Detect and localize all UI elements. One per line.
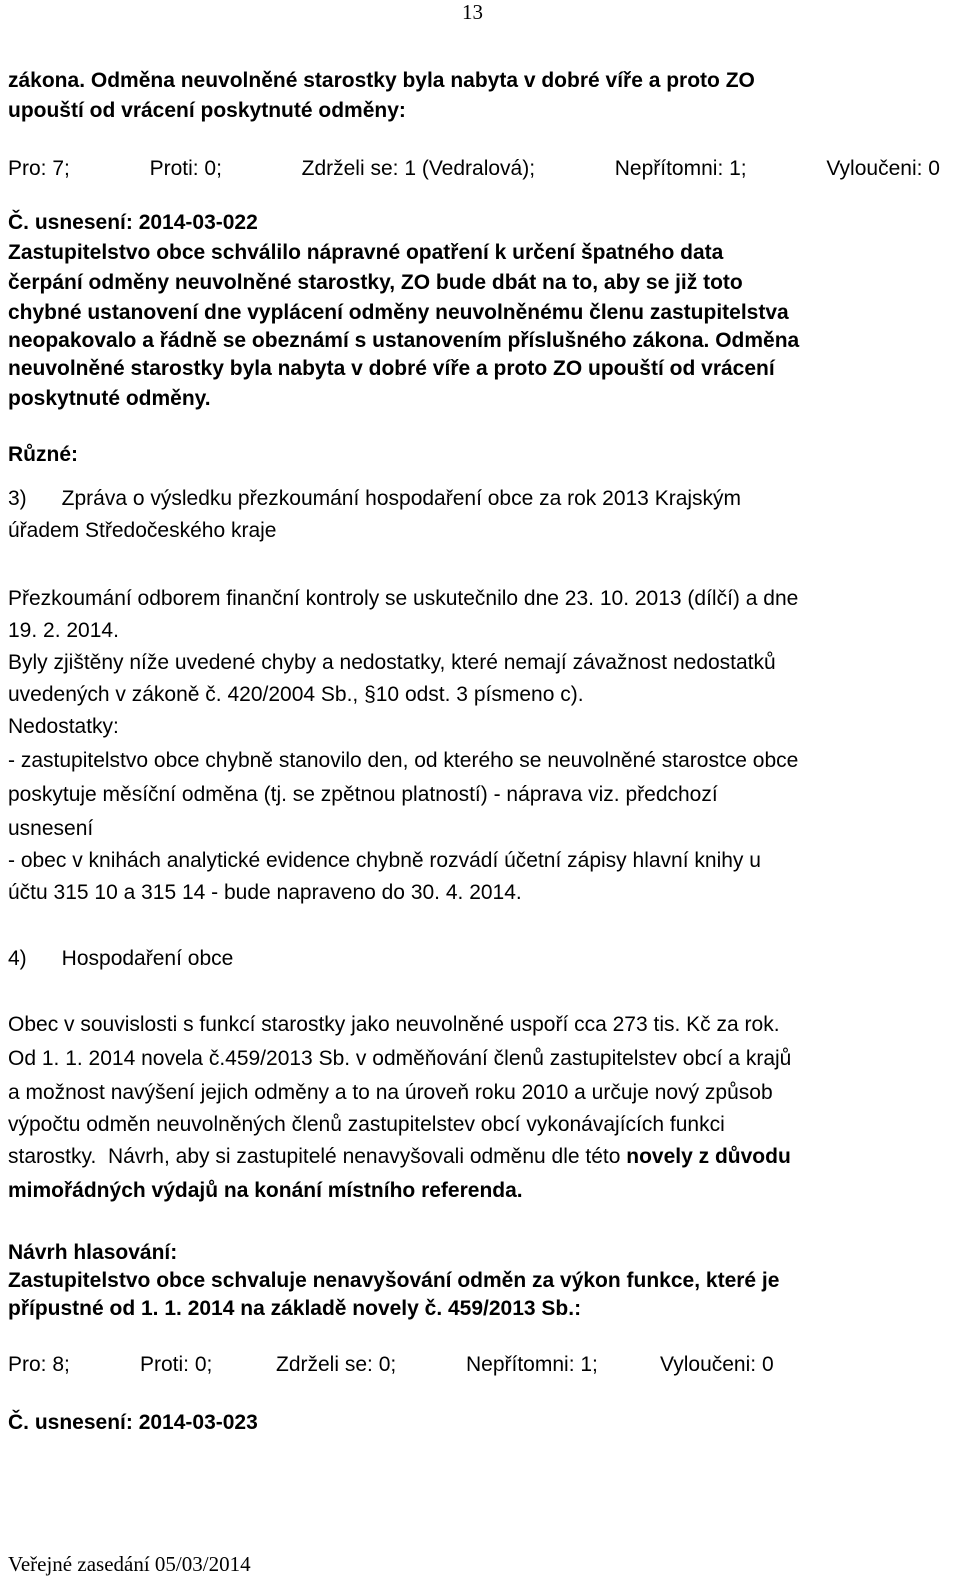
item-4-line: Od 1. 1. 2014 novela č.459/2013 Sb. v odměňování členů zastupitelstev obcí a krajů bbox=[8, 1047, 792, 1070]
review-line: - zastupitelstvo obce chybně stanovilo den, od kterého se neuvolněné starostce obce bbox=[8, 749, 799, 772]
item-3-title: 3) Zpráva o výsledku přezkoumání hospodaření obce za rok 2013 Krajským bbox=[8, 487, 742, 510]
proposal-line: přípustné od 1. 1. 2014 na základě novely č. 459/2013 Sb.: bbox=[8, 1297, 582, 1320]
review-line: - obec v knihách analytické evidence chybně rozvádí účetní zápisy hlavní knihy u bbox=[8, 849, 761, 872]
item-4-line: Obec v souvislosti s funkcí starostky jako neuvolněné uspoří cca 273 tis. Kč za rok. bbox=[8, 1013, 780, 1036]
vote-vylouceni: Vyloučeni: 0 bbox=[660, 1353, 774, 1376]
review-line: uvedených v zákoně č. 420/2004 Sb., §10 odst. 3 písmeno c). bbox=[8, 683, 584, 706]
item-3-title-cont: úřadem Středočeského kraje bbox=[8, 519, 277, 542]
vote-nepritomni: Nepřítomni: 1; bbox=[614, 157, 747, 180]
resolution-1-line: neopakovalo a řádně se obeznámí s ustanovením příslušného zákona. Odměna bbox=[8, 329, 800, 352]
item-4-line-mixed bbox=[8, 1142, 791, 1172]
vote-zdrzeli: Zdrželi se: 1 (Vedralová); bbox=[301, 157, 536, 180]
vote-result-2 bbox=[8, 1350, 774, 1380]
item-4-bold-line: mimořádných výdajů na konání místního referenda. bbox=[8, 1179, 523, 1202]
review-line: Nedostatky: bbox=[8, 715, 119, 738]
resolution-1-line: čerpání odměny neuvolněné starostky, ZO bude dbát na to, aby se již toto bbox=[8, 271, 743, 294]
section-heading-ruzne: Různé: bbox=[8, 443, 78, 466]
top-text-line-1: zákona. Odměna neuvolněné starostky byla nabyta v dobré víře a proto ZO bbox=[8, 69, 755, 92]
vote-pro: Pro: 8; bbox=[8, 1353, 70, 1376]
item-4-line: a možnost navýšení jejich odměny a to na úroveň roku 2010 a určuje nový způsob bbox=[8, 1081, 773, 1104]
item-4-line: výpočtu odměn neuvolněných členů zastupitelstev obcí vykonávajících funkci bbox=[8, 1113, 725, 1136]
vote-proti: Proti: 0; bbox=[140, 1353, 213, 1376]
vote-nepritomni: Nepřítomni: 1; bbox=[466, 1353, 598, 1376]
item-4-bold-text: novely z důvodu bbox=[626, 1145, 791, 1168]
vote-vylouceni: Vyloučeni: 0 bbox=[826, 157, 940, 180]
vote-proti: Proti: 0; bbox=[149, 157, 222, 180]
review-line: účtu 315 10 a 315 14 - bude napraveno do 30. 4. 2014. bbox=[8, 881, 522, 904]
item-4-title: 4) Hospodaření obce bbox=[8, 947, 234, 970]
resolution-1-line: chybné ustanovení dne vyplácení odměny neuvolněnému členu zastupitelstva bbox=[8, 301, 789, 324]
page-number: 13 bbox=[462, 0, 483, 24]
review-line: Byly zjištěny níže uvedené chyby a nedostatky, které nemají závažnost nedostatků bbox=[8, 651, 776, 674]
proposal-line: Zastupitelstvo obce schvaluje nenavyšování odměn za výkon funkce, které je bbox=[8, 1269, 780, 1292]
vote-pro: Pro: 7; bbox=[8, 157, 70, 180]
item-4-normal-text: starostky. Návrh, aby si zastupitelé nenavyšovali odměnu dle této bbox=[8, 1145, 627, 1168]
review-line: poskytuje měsíční odměna (tj. se zpětnou platností) - náprava viz. předchozí bbox=[8, 783, 718, 806]
resolution-number-2: Č. usnesení: 2014-03-023 bbox=[8, 1411, 258, 1434]
top-text-line-2: upouští od vrácení poskytnuté odměny: bbox=[8, 99, 406, 122]
vote-zdrzeli: Zdrželi se: 0; bbox=[276, 1353, 397, 1376]
review-line: 19. 2. 2014. bbox=[8, 619, 119, 642]
vote-result-1 bbox=[8, 154, 940, 184]
review-line: Přezkoumání odborem finanční kontroly se uskutečnilo dne 23. 10. 2013 (dílčí) a dne bbox=[8, 587, 799, 610]
page-footer: Veřejné zasedání 05/03/2014 bbox=[8, 1552, 251, 1576]
resolution-1-line: poskytnuté odměny. bbox=[8, 387, 211, 410]
proposal-heading: Návrh hlasování: bbox=[8, 1241, 178, 1264]
review-line: usnesení bbox=[8, 817, 94, 840]
resolution-1-line: Zastupitelstvo obce schválilo nápravné opatření k určení špatného data bbox=[8, 241, 724, 264]
resolution-1-line: neuvolněné starostky byla nabyta v dobré víře a proto ZO upouští od vrácení bbox=[8, 357, 775, 380]
resolution-number-1: Č. usnesení: 2014-03-022 bbox=[8, 211, 258, 234]
